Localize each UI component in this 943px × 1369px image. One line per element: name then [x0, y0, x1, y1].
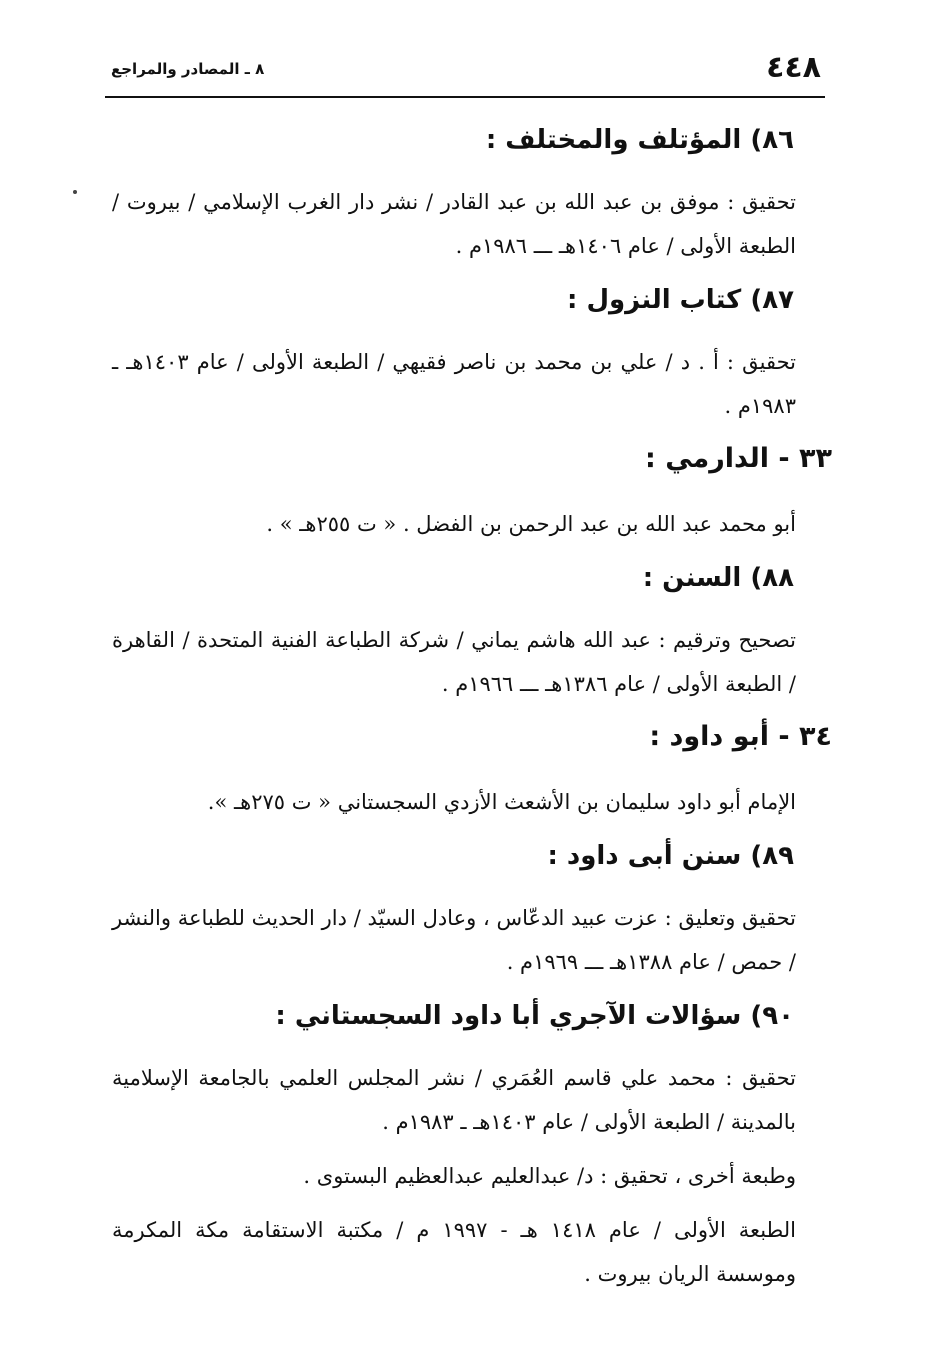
author-heading-34: ٣٤ - أبو داود :	[649, 721, 832, 752]
page-number: ٤٤٨	[766, 50, 821, 85]
author-bio-33: أبو محمد عبد الله بن عبد الرحمن بن الفضل . « ت ٢٥٥هـ » .	[266, 512, 796, 536]
entry-note-90-other-edition: وطبعة أخرى ، تحقيق : د/ عبدالعليم عبدالعظيم البستوى .	[303, 1164, 796, 1188]
entry-details-86: تحقيق : موفق بن عبد الله بن عبد القادر / نشر دار الغرب الإسلامي / بيروت / الطبعة الأولى / عام ١٤٠٦هـ ـــ ١٩٨٦م .	[112, 190, 796, 258]
entry-title-89: ٨٩) سنن أبى داود :	[547, 841, 794, 871]
entry-title-86: ٨٦) المؤتلف والمختلف :	[485, 125, 794, 155]
entry-details-88: تصحيح وترقيم : عبد الله هاشم يماني / شركة الطباعة الفنية المتحدة / القاهرة / الطبعة الأولى / عام ١٣٨٦هـ ـــ ١٩٦٦م .	[112, 628, 796, 696]
scan-speck	[73, 190, 77, 194]
entry-details-87: تحقيق : أ . د / علي بن محمد بن ناصر فقيهي / الطبعة الأولى / عام ١٤٠٣هـ ـ ١٩٨٣م .	[112, 350, 796, 418]
entry-title-88: ٨٨) السنن :	[642, 563, 794, 593]
author-heading-33: ٣٣ - الدارمي :	[645, 443, 832, 474]
entry-details-89: تحقيق وتعليق : عزت عبيد الدعّاس ، وعادل السيّد / دار الحديث للطباعة والنشر / حمص / عام ١٣٨٨هـ ـــ ١٩٦٩م .	[112, 906, 796, 974]
page-content	[112, 108, 832, 1306]
author-bio-34: الإمام أبو داود سليمان بن الأشعث الأزدي السجستاني « ت ٢٧٥هـ ».	[207, 790, 796, 814]
entry-title-90: ٩٠) سؤالات الآجري أبا داود السجستاني :	[275, 1001, 794, 1031]
entry-note-90-publisher: الطبعة الأولى / عام ١٤١٨ هـ - ١٩٩٧ م / مكتبة الاستقامة مكة المكرمة وموسسة الريان بيروت .	[112, 1218, 796, 1286]
entry-title-87: ٨٧) كتاب النزول :	[567, 285, 794, 315]
page-header	[105, 48, 825, 98]
chapter-title: ٨ ـ المصادر والمراجع	[111, 60, 265, 78]
entry-details-90: تحقيق : محمد علي قاسم العُمَري / نشر المجلس العلمي بالجامعة الإسلامية بالمدينة / الطبعة الأولى / عام ١٤٠٣هـ ـ ١٩٨٣م .	[112, 1066, 796, 1134]
